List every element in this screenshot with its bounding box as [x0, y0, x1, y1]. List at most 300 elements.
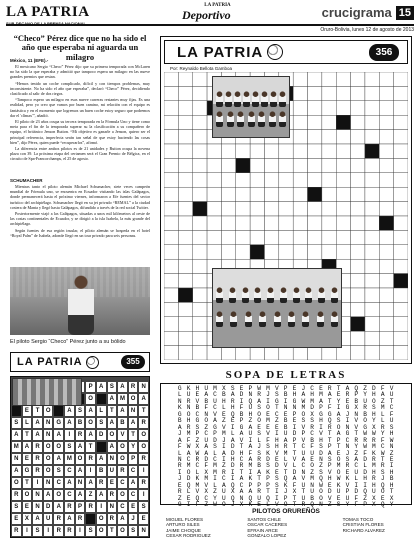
puzzle-355-banner — [10, 352, 150, 372]
grid-cell: A — [128, 477, 139, 489]
crossword-cell — [394, 202, 408, 216]
crossword-cell — [236, 187, 250, 201]
grid-cell: R — [53, 513, 64, 525]
puzzle-355-number: 355 — [121, 355, 145, 369]
crossword-cell — [365, 130, 379, 144]
player-figure — [216, 91, 223, 107]
crossword-cell — [178, 187, 192, 201]
crossword-cell — [308, 101, 322, 115]
grid-cell: E — [22, 405, 33, 417]
crossword-cell — [322, 144, 336, 158]
puzzle-team-photo-top — [212, 76, 290, 138]
crossword-cell — [394, 245, 408, 259]
crossword-cell — [193, 86, 207, 100]
crossword-cell — [164, 187, 178, 201]
player-figure — [269, 111, 276, 127]
crossword-cell — [293, 72, 307, 86]
grid-cell: R — [85, 453, 96, 465]
grid-block — [96, 393, 107, 405]
crossword-cell — [250, 230, 264, 244]
crossword-cell — [264, 230, 278, 244]
grid-cell: N — [107, 501, 118, 513]
crossword-cell — [351, 173, 365, 187]
crossword-cell — [351, 288, 365, 302]
crossword-cell — [178, 72, 192, 86]
word-item: TOMAS TOCO — [342, 517, 374, 522]
crossword-cell — [178, 346, 192, 360]
article-paragraph: El mexicano Sergio “Checo” Pérez dijo que su primera temporada con McLaren no ha sido la que esperaba y admitió que tampoco espera un milagro en las nueve grandes premios que restan. — [10, 64, 150, 80]
grid-cell: A — [53, 429, 64, 441]
crossword-cell — [178, 202, 192, 216]
crossword-cell — [221, 230, 235, 244]
grid-cell: U — [43, 513, 54, 525]
grid-cell: I — [43, 525, 54, 537]
crossword-block — [365, 144, 379, 158]
player-figure — [288, 311, 295, 327]
soccer-ball-icon — [86, 356, 99, 369]
crossword-cell — [365, 230, 379, 244]
grid-cell: T — [32, 405, 43, 417]
grid-cell: S — [75, 405, 86, 417]
crossword-cell — [178, 230, 192, 244]
crossword-cell — [322, 158, 336, 172]
crossword-cell — [379, 302, 393, 316]
grid-cell: S — [138, 501, 149, 513]
grid-cell: M — [117, 393, 128, 405]
grid-cell: R — [107, 489, 118, 501]
crossword-cell — [308, 230, 322, 244]
crossword-cell — [336, 173, 350, 187]
grid-cell: R — [107, 513, 118, 525]
crossword-cell — [379, 173, 393, 187]
grid-cell: N — [43, 429, 54, 441]
crossword-cell — [164, 302, 178, 316]
crossword-cell — [336, 216, 350, 230]
player-figure — [279, 91, 286, 107]
grid-cell: E — [11, 513, 22, 525]
grid-cell: O — [43, 465, 54, 477]
crossword-cell — [365, 274, 379, 288]
crossword-cell — [293, 115, 307, 129]
player-figure — [252, 91, 259, 107]
crossword-cell — [379, 115, 393, 129]
crossword-cell — [394, 331, 408, 345]
grid-cell: A — [75, 441, 86, 453]
grid-cell: Y — [128, 441, 139, 453]
word-search-row: N R V B U H R I Q A I G I G W M A T Y E B U O Z T — [177, 397, 395, 405]
crossword-cell — [164, 216, 178, 230]
crossword-cell — [379, 202, 393, 216]
grid-cell: O — [43, 453, 54, 465]
crossword-cell — [365, 259, 379, 273]
crossword-cell — [365, 288, 379, 302]
crossword-cell — [236, 144, 250, 158]
crossword-cell — [164, 158, 178, 172]
crossword-cell — [164, 331, 178, 345]
grid-cell: I — [96, 501, 107, 513]
grid-cell: N — [32, 489, 43, 501]
grid-cell: O — [138, 441, 149, 453]
crossword-cell — [250, 144, 264, 158]
crossword-cell — [293, 245, 307, 259]
grid-cell: C — [64, 489, 75, 501]
crossword-cell — [264, 144, 278, 158]
word-item: JAIME CHOQUE — [166, 527, 201, 533]
crossword-cell — [178, 144, 192, 158]
grid-cell: N — [11, 453, 22, 465]
crossword-block — [379, 216, 393, 230]
photo-driver-figure — [68, 275, 94, 335]
crossword-cell — [351, 346, 365, 360]
crossword-cell — [178, 274, 192, 288]
grid-cell: V — [117, 429, 128, 441]
grid-cell: A — [85, 429, 96, 441]
crossword-cell — [365, 158, 379, 172]
word-item: CRISTIAN FLORES — [342, 522, 384, 528]
crossword-cell — [379, 259, 393, 273]
crossword-cell — [293, 230, 307, 244]
grid-cell: T — [22, 429, 33, 441]
word-search-row: B H G O A Z E P Z O M Z B E S S H Q S I V O Y L U — [177, 417, 395, 425]
word-search-row: K N B F C L H F U S O T N N M D P F I G X R S M C — [177, 404, 395, 412]
crossword-cell — [221, 158, 235, 172]
crossword-cell — [394, 130, 408, 144]
grid-cell: X — [22, 513, 33, 525]
crossword-cell — [193, 259, 207, 273]
crossword-cell — [164, 173, 178, 187]
schumacher-paragraph: Posteriormente viajó a las Galápagos, situadas a unos mil kilómetros al oeste de las costas continentales de Ecuador, y se dirigió a la isla Isabela, la más grande del archipiélago. — [10, 211, 150, 227]
schumacher-paragraph: Según fuentes de esa región insular, el piloto alemán se hospeda en el hotel “Royal Palm” de Isabela, adonde llegó en un tour privado para seis personas. — [10, 227, 150, 238]
grid-cell: I — [75, 525, 86, 537]
crossword-cell — [365, 331, 379, 345]
grid-cell: B — [96, 465, 107, 477]
crossword-cell — [178, 130, 192, 144]
team-row-back — [216, 287, 338, 303]
crossword-cell — [207, 158, 221, 172]
grid-cell: T — [107, 525, 118, 537]
crossword-cell — [351, 302, 365, 316]
crossword-cell — [193, 274, 207, 288]
word-item: SANTOS CHILE — [247, 517, 281, 522]
crossword-cell — [336, 230, 350, 244]
article-paragraph: El piloto de 23 años ocupa su tercera temporada en la Fórmula Uno y tiene como meta para el fin de la temporada superar su la clasificación a su compañero de equipo, el británico Jenson Button. “Mi objetivo es ganarle a Jenson, quiero ser el principal referencia, imperfecta serán tan señal de que estoy haciendo las cosas bien”, dijo Pérez, quien puede “recuperarlos”, afirmó. — [10, 119, 150, 145]
crossword-cell — [164, 245, 178, 259]
grid-cell: C — [128, 465, 139, 477]
crossword-cell — [351, 101, 365, 115]
crossword-cell — [322, 230, 336, 244]
crossword-cell — [351, 202, 365, 216]
crossword-cell — [365, 72, 379, 86]
grid-cell: R — [53, 525, 64, 537]
grid-cell: A — [32, 429, 43, 441]
crossword-cell — [394, 187, 408, 201]
grid-cell: L — [96, 405, 107, 417]
grid-cell: I — [85, 465, 96, 477]
crossword-cell — [178, 245, 192, 259]
crossword-cell — [336, 72, 350, 86]
grid-cell: O — [22, 489, 33, 501]
section-label — [322, 5, 414, 20]
grid-cell: A — [64, 405, 75, 417]
article-paragraph: “Hemos tenido un coche complicado, difícil y con tiempos problemas, muy inconsistente. No ha sido el año que esperaba”, declaró “Checo” Pérez, decidiendo clasificado al salir de dos riegos. — [10, 80, 150, 97]
puzzle-team-photo-bottom — [212, 268, 342, 348]
grid-cell: O — [53, 441, 64, 453]
word-item: OSCAR CACERES — [247, 522, 288, 528]
crossword-cell — [279, 158, 293, 172]
crossword-cell — [178, 259, 192, 273]
article-body — [10, 64, 150, 163]
word-search-row: G I F Z W O J X K E L V O T R Q N Z S Y F P X Q Y — [177, 501, 395, 509]
grid-cell: S — [85, 525, 96, 537]
player-figure — [227, 111, 234, 127]
crossword-cell — [351, 259, 365, 273]
crossword-cell — [164, 202, 178, 216]
player-figure — [230, 311, 237, 327]
grid-cell: B — [75, 417, 86, 429]
player-figure — [318, 287, 325, 303]
grid-cell: G — [53, 417, 64, 429]
crossword-cell — [279, 216, 293, 230]
grid-block — [85, 513, 96, 525]
crossword-cell — [394, 259, 408, 273]
grid-cell: C — [117, 501, 128, 513]
crossword-cell — [336, 245, 350, 259]
crossword-cell — [193, 230, 207, 244]
crossword-cell — [308, 245, 322, 259]
crossword-cell — [308, 115, 322, 129]
word-item: RICHARD ALVAREZ — [342, 527, 385, 533]
crossword-cell — [394, 173, 408, 187]
grid-cell: A — [107, 441, 118, 453]
player-figure — [261, 91, 268, 107]
crossword-cell — [336, 187, 350, 201]
player-figure — [259, 311, 266, 327]
puzzle-356-banner — [164, 40, 408, 64]
word-search-row: L A W A L A D H F S K V M T U U D A E J Z F K W Z — [177, 449, 395, 457]
crossword-cell — [293, 130, 307, 144]
crossword-cell — [279, 173, 293, 187]
crossword-cell — [379, 130, 393, 144]
grid-cell: O — [117, 441, 128, 453]
grid-cell: R — [11, 489, 22, 501]
grid-cell: P — [128, 453, 139, 465]
grid-cell: O — [85, 417, 96, 429]
crossword-cell — [193, 317, 207, 331]
crossword-cell — [394, 288, 408, 302]
crossword-cell — [279, 230, 293, 244]
word-search-row: J M P C P M L A U S V I U D P C V T A G T W W Y H — [177, 430, 395, 438]
crossword-block — [193, 202, 207, 216]
grid-cell: O — [85, 393, 96, 405]
grid-cell: R — [11, 525, 22, 537]
grid-cell: R — [128, 381, 139, 393]
crossword-cell — [351, 216, 365, 230]
player-figure — [279, 111, 286, 127]
crossword-cell — [322, 245, 336, 259]
team-row-back — [216, 91, 286, 107]
crossword-cell — [379, 72, 393, 86]
word-search-row: J D K M I C I A K T P S Q A V M Q H W K L H R J B — [177, 475, 395, 483]
crossword-cell — [164, 115, 178, 129]
crossword-cell — [394, 216, 408, 230]
grid-cell: E — [22, 453, 33, 465]
word-search-row: R L V X Z U X A A R T I J X T U O D U P D Q U O T — [177, 488, 395, 496]
grid-block — [96, 441, 107, 453]
grid-cell: A — [32, 417, 43, 429]
crossword-cell — [379, 288, 393, 302]
crossword-cell — [164, 101, 178, 115]
grid-cell: N — [138, 525, 149, 537]
grid-cell: R — [85, 501, 96, 513]
grid-cell: S — [107, 381, 118, 393]
grid-cell: M — [11, 441, 22, 453]
crossword-cell — [351, 144, 365, 158]
word-item: ARTURO SILES — [166, 522, 200, 528]
crossword-cell — [164, 288, 178, 302]
grid-cell: I — [138, 465, 149, 477]
grid-cell: R — [117, 465, 128, 477]
crossword-cell — [221, 144, 235, 158]
player-figure — [237, 111, 244, 127]
article-paragraph: “Tampoco espero un milagro en esas nueve carreras restantes muy fijas. Es una realidad, pero yo creo que vamos por buen camino, mi relación con el equipo es fantástica y en el momento que logremos un buen coche estoy seguro que podremos dar el 'clímax'”, añadió. — [10, 97, 150, 118]
crossword-cell — [365, 115, 379, 129]
crossword-cell — [250, 158, 264, 172]
grid-cell: E — [138, 513, 149, 525]
grid-cell: U — [107, 465, 118, 477]
deportivo-logo-small: LA PATRIA — [204, 3, 231, 8]
crossword-cell — [322, 101, 336, 115]
crossword-cell — [178, 173, 192, 187]
grid-cell: A — [117, 381, 128, 393]
crossword-cell — [264, 202, 278, 216]
crossword-cell — [351, 230, 365, 244]
team-row-front — [216, 111, 286, 127]
grid-cell: N — [75, 477, 86, 489]
crossword-cell — [365, 101, 379, 115]
grid-cell: R — [96, 477, 107, 489]
grid-cell: A — [53, 501, 64, 513]
grid-cell: R — [32, 453, 43, 465]
puzzle-356-number: 356 — [369, 44, 399, 61]
crossword-cell — [365, 173, 379, 187]
crossword-cell — [207, 202, 221, 216]
crossword-cell — [193, 346, 207, 360]
crossword-cell — [207, 216, 221, 230]
crossword-cell — [164, 72, 178, 86]
crossword-cell — [193, 245, 207, 259]
page-number: 15 — [396, 6, 414, 20]
dateline: Oruro-Bolivia, lunes 12 de agosto de 2013 — [320, 27, 414, 33]
grid-cell: N — [107, 453, 118, 465]
grid-cell: A — [85, 477, 96, 489]
grid-cell: O — [43, 405, 54, 417]
grid-cell: L — [22, 417, 33, 429]
crossword-cell — [394, 158, 408, 172]
crossword-cell — [293, 202, 307, 216]
player-figure — [293, 287, 300, 303]
grid-cell: J — [128, 513, 139, 525]
grid-cell: R — [64, 525, 75, 537]
crossword-cell — [293, 86, 307, 100]
crossword-cell — [178, 101, 192, 115]
grid-cell: A — [128, 417, 139, 429]
grid-cell: R — [32, 465, 43, 477]
crossword-cell — [236, 216, 250, 230]
crossword-cell — [308, 86, 322, 100]
grid-cell: A — [43, 489, 54, 501]
crossword-cell — [221, 187, 235, 201]
word-search-heading: PILOTOS ORUREÑOS — [252, 508, 320, 515]
grid-cell: M — [64, 453, 75, 465]
crossword-cell — [250, 202, 264, 216]
grid-cell: R — [75, 429, 86, 441]
crossword-cell — [394, 144, 408, 158]
crossword-cell — [279, 202, 293, 216]
crossword-cell — [193, 187, 207, 201]
crossword-cell — [193, 216, 207, 230]
grid-cell: S — [11, 417, 22, 429]
crossword-cell — [164, 230, 178, 244]
grid-block — [11, 405, 22, 417]
grid-cell: O — [107, 429, 118, 441]
grid-cell: A — [117, 513, 128, 525]
grid-cell: I — [138, 489, 149, 501]
grid-cell: A — [53, 453, 64, 465]
grid-cell: C — [128, 489, 139, 501]
crossword-cell — [264, 173, 278, 187]
crossword-cell — [178, 158, 192, 172]
crossword-cell — [236, 245, 250, 259]
crossword-cell — [351, 187, 365, 201]
grid-cell: R — [32, 441, 43, 453]
article-byline: México, 11 (EFE).- — [10, 58, 49, 63]
crossword-cell — [178, 331, 192, 345]
crossword-block — [351, 317, 365, 331]
word-search-row: N C R D C I H C A R D E L V A E N S O S A D R T E — [177, 455, 395, 463]
player-figure — [267, 287, 274, 303]
word-search-row: Z E Q C Y U Q N Q U Q I P T U B O V E U F Z X E X — [177, 494, 395, 502]
crossword-cell — [193, 158, 207, 172]
deportivo-logo-text: Deportivo — [182, 8, 231, 22]
grid-cell: A — [22, 441, 33, 453]
word-search-row: A R S Z G V I G A E E E B I V R I R O N V G X R S — [177, 423, 395, 431]
word-search-row: R M C F M Z D R M B S D V L C O Z P M R C L M R I — [177, 462, 395, 470]
grid-cell: A — [107, 393, 118, 405]
crossword-cell — [322, 86, 336, 100]
grid-cell: O — [75, 453, 86, 465]
crossword-cell — [351, 245, 365, 259]
grid-cell: A — [107, 417, 118, 429]
crossword-cell — [336, 130, 350, 144]
grid-cell: T — [22, 477, 33, 489]
schumacher-paragraph: Mientras tanto el piloto alemán Michael Schumacher, siete veces campeón mundial de Fórmula uno, se encuentra en Ecuador visitando las islas Galápagos, donde permanecerá hasta el próximo viernes, informaron a Efe fuentes del sector turístico del archipiélago. Schumacher llegó en su jet privado “REMAL” a la ciudad costera de Manta y llegó hasta Galápagos, difundido a través de la red social Twitter. — [10, 184, 150, 210]
soccer-ball-icon — [267, 44, 283, 60]
grid-cell: O — [128, 393, 139, 405]
grid-cell: A — [64, 417, 75, 429]
grid-cell: R — [138, 477, 149, 489]
grid-cell: R — [64, 501, 75, 513]
crossword-cell — [336, 202, 350, 216]
crossword-cell — [221, 173, 235, 187]
grid-cell: N — [32, 501, 43, 513]
grid-cell: D — [96, 429, 107, 441]
crossword-cell — [308, 72, 322, 86]
word-search-word-list — [166, 517, 410, 539]
word-search-row: G O C N V E Q B H O E C E P O X G G A J N B H L F — [177, 410, 395, 418]
crossword-cell — [322, 187, 336, 201]
word-search-row: A F Z U D J A V I L F H A P V B H T P C R R R F W — [177, 436, 395, 444]
grid-cell: E — [22, 501, 33, 513]
